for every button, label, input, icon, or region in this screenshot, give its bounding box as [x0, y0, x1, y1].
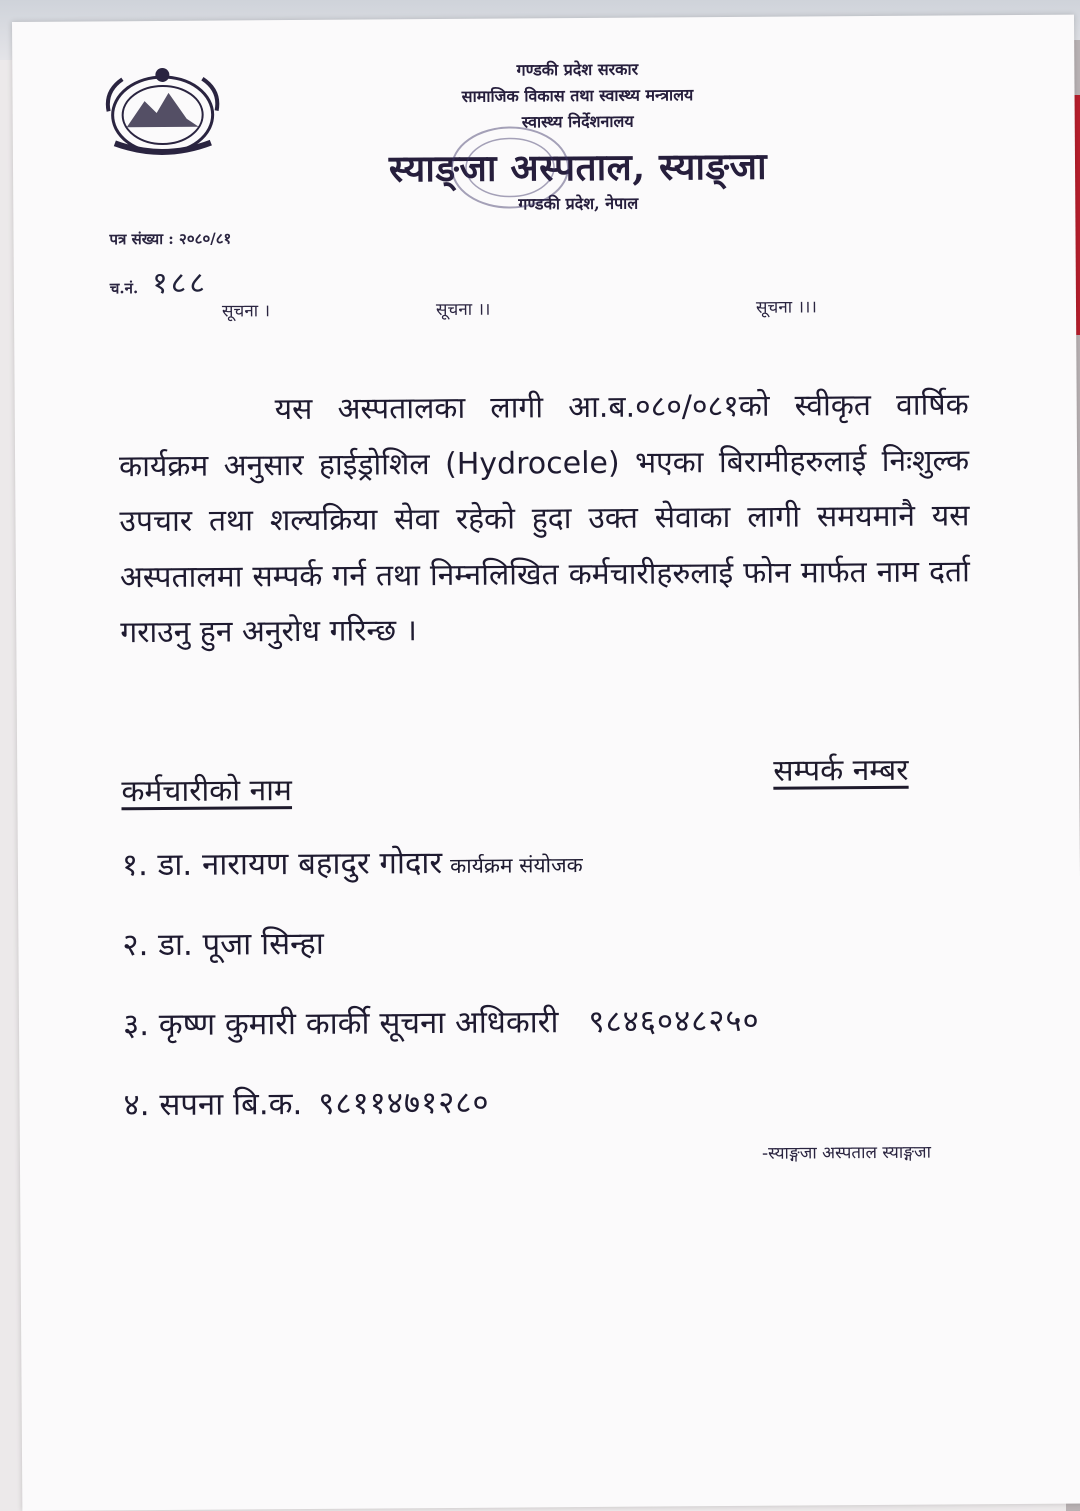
notice-body [119, 377, 971, 660]
staff-row [122, 922, 324, 965]
staff-phone: ९८४६०४८२५० [588, 1002, 760, 1040]
hospital-address: गण्डकी प्रदेश, नेपाल [518, 193, 639, 214]
notice-paragraph: यस अस्पतालका लागी आ.ब.०८०/०८१को स्वीकृत वार्षिक कार्यक्रम अनुसार हाईड्रोशिल (Hydrocele) भएका बिरामीहरुलाई निःशुल्क उपचार तथा शल्यक्रिया सेवा रहेको हुदा उक्त सेवाका लागी समयमानै यस अस्पतालमा सम्पर्क गर्न तथा निम्नलिखित कर्मचारीहरुलाई फोन मार्फत नाम दर्ता गराउनु हुन अनुरोध गरिन्छ । [118, 387, 970, 651]
contact-number-header: सम्पर्क नम्बर [773, 752, 909, 789]
staff-role: कार्यक्रम संयोजक [450, 853, 583, 878]
nepal-emblem-icon [96, 60, 229, 165]
staff-role: सूचना अधिकारी [379, 1004, 559, 1042]
staff-name: डा. नारायण बहादुर गोदार [157, 845, 443, 884]
signature-line: -स्याङ्गजा अस्पताल स्याङ्गजा [761, 1142, 932, 1164]
letter-number: पत्र संख्या : २०८०/८१ [109, 229, 232, 249]
hospital-title: स्याङ्जा अस्पताल, स्याङ्जा [388, 143, 768, 191]
staff-row [122, 840, 583, 885]
staff-name: डा. पूजा सिन्हा [158, 925, 324, 964]
dispatch-number: १८८ [152, 265, 209, 302]
round-seal-stamp-icon [445, 122, 576, 213]
notice-letter [12, 15, 1080, 1511]
paragraph-indent [119, 419, 275, 420]
staff-phone: ९८११४७१२८० [318, 1084, 490, 1122]
notice-label-1: सूचना । [221, 301, 271, 322]
staff-row [123, 1081, 489, 1126]
row-number: १. [121, 847, 148, 884]
staff-name-header: कर्मचारीको नाम [121, 773, 293, 810]
row-number: २. [122, 927, 149, 964]
directorate-name: स्वास्थ्य निर्देशनालय [521, 111, 634, 132]
row-number: ४. [123, 1087, 150, 1124]
staff-name: सपना बि.क. [159, 1086, 303, 1123]
notice-label-2: सूचना ।। [435, 299, 491, 321]
notice-label-3: सूचना ।।। [755, 297, 817, 318]
dispatch-number-row [110, 261, 208, 303]
staff-name: कृष्ण कुमारी कार्की [158, 1005, 370, 1043]
government-name: गण्डकी प्रदेश सरकार [516, 59, 639, 80]
ministry-name: सामाजिक विकास तथा स्वास्थ्य मन्त्रालय [461, 85, 694, 106]
dispatch-label: च.नं. [109, 279, 139, 298]
staff-row [123, 999, 760, 1045]
row-number: ३. [122, 1007, 150, 1044]
